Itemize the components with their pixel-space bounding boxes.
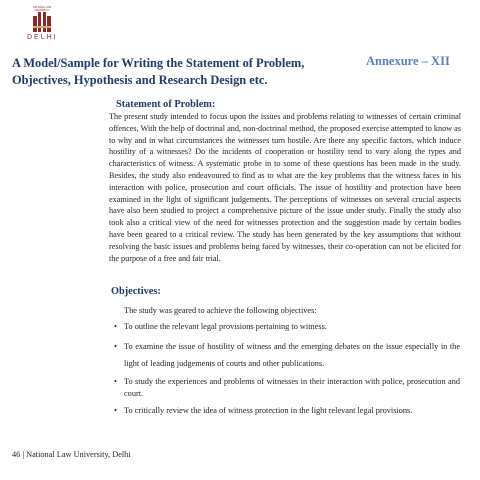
objectives-intro: The study was geared to achieve the following objectives:: [124, 306, 317, 315]
list-item: • To examine the issue of hostility of witness and the emerging debates on the issue especially in the light of leading judgements of courts and other publications.: [114, 338, 460, 372]
page-title: A Model/Sample for Writing the Statement of Problem, Objectives, Hypothesis and Research Design etc.: [12, 56, 305, 87]
problem-heading: Statement of Problem:: [116, 99, 216, 110]
objectives-list: [114, 321, 460, 422]
logo-city: DELHI: [27, 34, 58, 41]
list-item: • To outline the relevant legal provisions pertaining to witness.: [114, 321, 460, 333]
annexure-label: Annexure – XII: [366, 54, 450, 68]
logo-caption: NATIONAL LAW UNIVERSITY: [32, 6, 52, 12]
problem-paragraph: The present study intended to focus upon the issues and problems relating to witnesses of certain criminal offences, With the help of doctrinal and, non-doctrinal method, the proposed exercise attempted to know as to why and in what circumstances the witnesses turn hostile. Are there any specific factors, which induce hostility of a witnesses? Do the incidents of cooperation or hostility tend to vary along the types and characteristics of witness. A systematic probe in to some of these questions has been made in the study. Besides, the study also endeavoured to find as to what are the key problems that the witness faces in his interaction with police, prosecution and court officials. The issue of hostility and protection have been examined in the light of significant judgements. The perceptions of witnesses on several crucial aspects have also been studied to project a comprehensive picture of the issue under study. Finally the study also took also a critical view of the need for witnesses protection and the suggestion made by certain bodies have been geared to a critical review. The study has been generated by the key assumptions that without resolving the basic issues and problems being faced by witnesses, their co-operation can not be elicited for the purpose of a free and fair trial.: [109, 112, 461, 263]
objectives-heading: Objectives:: [111, 286, 161, 297]
list-item: • To study the experiences and problems of witnesses in their interaction with police, prosecution and court.: [114, 376, 460, 400]
list-item: • To critically review the idea of witness protection in the light relevant legal provisions.: [114, 405, 460, 417]
nlu-emblem-icon: [33, 12, 51, 32]
university-logo: [27, 6, 57, 42]
page-footer: 46 | National Law University, Delhi: [12, 450, 131, 459]
